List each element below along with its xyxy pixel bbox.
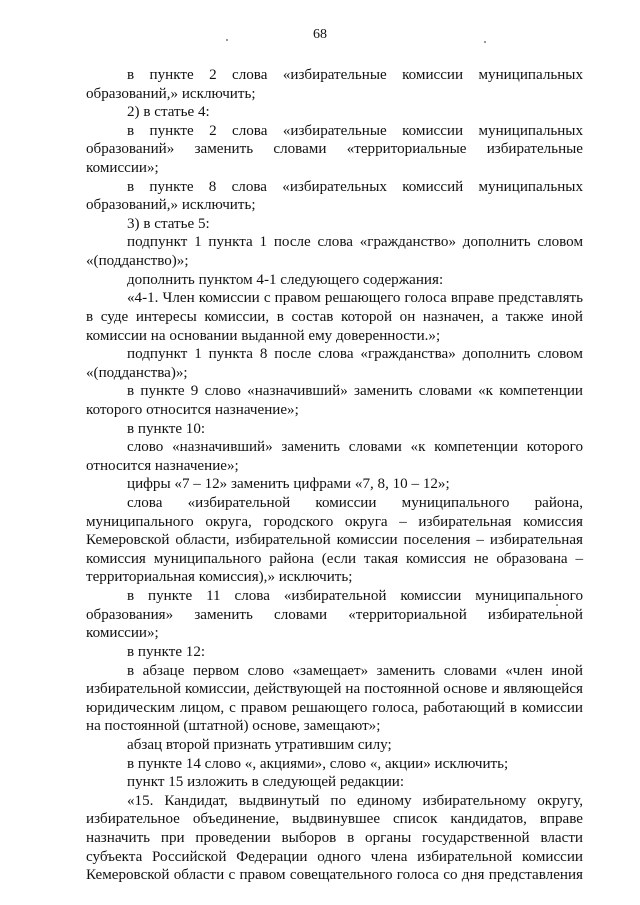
scan-speck [484,41,486,43]
text-line: в суде интересы комиссии, в состав которой он назначен, а также иной [86,308,583,325]
text-line: подпункт 1 пункта 8 после слова «гражданства» дополнить словом [127,346,583,363]
text-line: назначить при проведении выборов в органы государственной власти [86,829,583,846]
text-line: образования» заменить словами «территориальной избирательной [86,606,583,623]
text-line: в абзаце первом слово «замещает» заменить словами «член иной [127,662,583,679]
text-line: образований,» исключить; [86,85,256,102]
text-line: дополнить пунктом 4-1 следующего содержания: [127,271,444,288]
text-line: юридическим лицом, с правом решающего голоса, работающий в комиссии [86,699,583,716]
text-line: Кемеровской области, избирательной комиссии поселения – избирательная [86,532,583,549]
text-line: «(подданства)»; [86,364,188,381]
text-line: в пункте 14 слово «, акциями», слово «, акции» исключить; [127,755,509,772]
text-line: «15. Кандидат, выдвинутый по единому избирательному округу, [127,792,583,809]
text-line: «(подданство)»; [86,253,189,270]
scan-speck [226,39,228,41]
text-line: цифры «7 – 12» заменить цифрами «7, 8, 10 – 12»; [127,476,450,493]
text-line: в пункте 11 слова «избирательной комиссии муниципального [127,588,583,605]
text-line: избирательной комиссии, действующей на постоянной основе и являющейся [86,681,583,698]
text-line: комиссии»; [86,625,159,642]
text-line: пункт 15 изложить в следующей редакции: [127,774,405,791]
text-line: в пункте 8 слова «избирательных комиссий муниципальных [127,178,583,195]
text-line: в пункте 2 слова «избирательные комиссии муниципальных [127,67,583,83]
text-line: муниципального округа, городского округа – избирательная комиссия [86,513,583,530]
text-line: образований» заменить словами «территориальные избирательные [86,141,583,158]
text-line: абзац второй признать утратившим силу; [127,736,392,753]
text-line: «4-1. Член комиссии с правом решающего голоса вправе представлять [127,290,583,307]
text-line: образований,» исключить; [86,197,256,214]
text-line: слово «назначивший» заменить словами «к компетенции которого [127,439,583,456]
text-line: 3) в статье 5: [127,215,210,232]
text-line: Кемеровской области с правом совещательного голоса со дня представления [86,867,583,884]
text-line: комиссия муниципального района (если такая комиссия не образована – [86,550,583,567]
text-line: в пункте 12: [127,643,206,660]
text-line: относится назначение»; [86,457,239,474]
text-line: 2) в статье 4: [127,104,210,121]
document-body [86,66,583,885]
text-line: которого относится назначение»; [86,401,299,418]
text-line: слова «избирательной комиссии муниципального района, [127,495,583,512]
text-line: территориальная комиссия),» исключить; [86,569,353,586]
text-line: в пункте 2 слова «избирательные комиссии муниципальных [127,122,583,139]
text-line: субъекта Российской Федерации одного члена избирательной комиссии [86,848,583,865]
text-line: комиссии на основании выданной ему доверенности.»; [86,327,441,344]
text-line: в пункте 10: [127,420,206,437]
scan-speck [556,604,558,606]
text-line: комиссии»; [86,160,159,177]
text-line: избирательное объединение, выдвинувшее список кандидатов, вправе [86,811,583,828]
text-line: на постоянной (штатной) основе, замещают»; [86,718,381,735]
text-line: в пункте 9 слово «назначивший» заменить словами «к компетенции [127,383,583,400]
text-line: подпункт 1 пункта 1 после слова «гражданство» дополнить словом [127,234,583,251]
page-number: 68 [313,27,327,42]
